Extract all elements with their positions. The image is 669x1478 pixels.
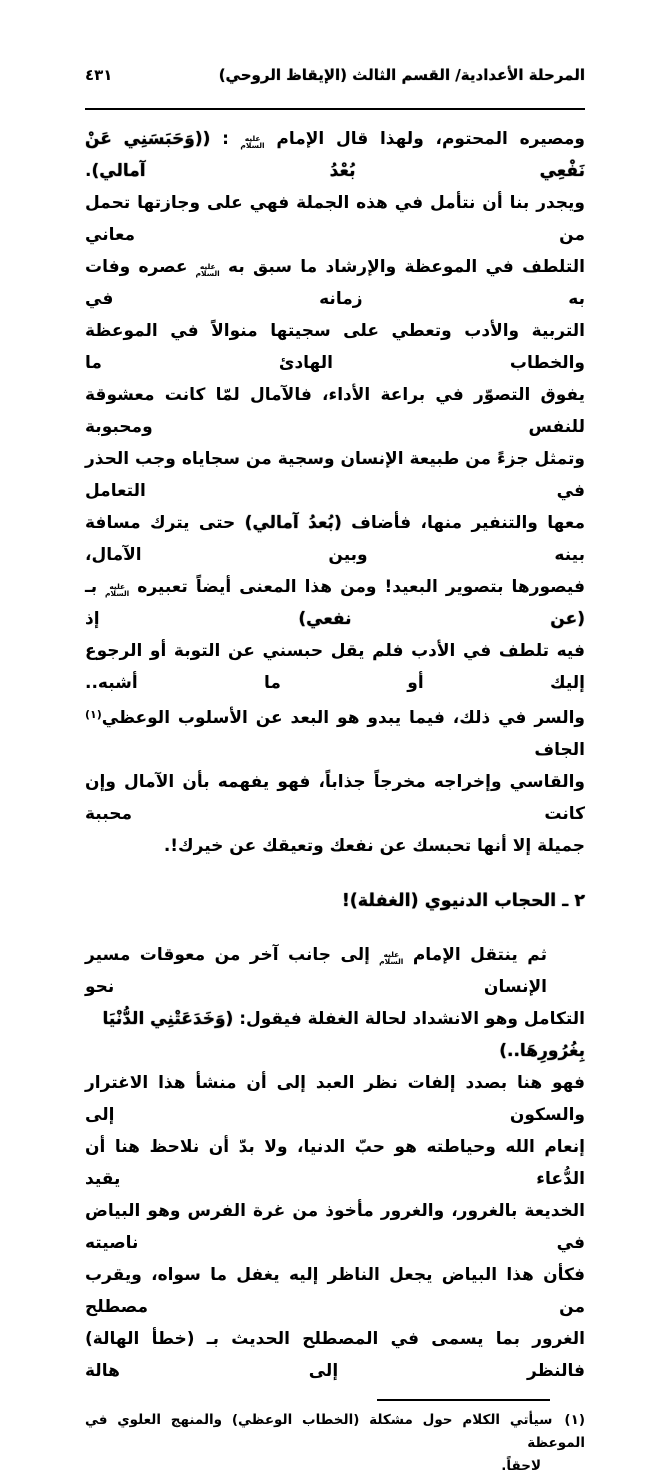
body-text: إذ (85, 609, 299, 629)
body-text: الغرور بما يسمى في المصطلح الحديث بـ (خطأ الهالة) فالنظر إلى هالة (85, 1329, 585, 1381)
body-text: معها والتنفير منها، فأضاف (341, 513, 585, 533)
body-text: وتمثل جزءً من طبيعة الإنسان وسجية من سجاياه وجب الحذر في التعامل (85, 449, 585, 501)
honorific-seal-icon: عليه السلام (379, 950, 404, 966)
body-text: إلى جانب آخر من معوقات مسير الإنسان نحو (85, 945, 547, 997)
text-line (85, 1195, 585, 1259)
footnote-divider-rule (377, 1399, 550, 1401)
quote-text: (بُعدُ آمالي) (244, 513, 342, 533)
page-number: ٤٣١ (85, 66, 113, 84)
body-text: فكأن هذا البياض يجعل الناظر إليه يغفل ما سواه، ويقرب من مصطلح (85, 1265, 585, 1317)
body-text: . (85, 161, 92, 181)
quote-text: (وَخَدَعَتْنِي الدُّنْيَا بِغُرُورِهَا..) (102, 1009, 585, 1061)
honorific-seal-icon: عليه السلام (240, 134, 265, 150)
text-line (85, 766, 585, 830)
honorific-seal-icon: عليه السلام (195, 262, 220, 278)
footnote-text: سيأتي الكلام حول مشكلة (الخطاب الوعظي) والمنهج العلوي في الموعظة (85, 1412, 585, 1451)
text-line (85, 1323, 585, 1387)
body-text: فيه تلطف في الأدب فلم يقل حبسني عن التوبة أو الرجوع إليك أو ما أشبه.. (85, 641, 585, 693)
quote-text: ((وَحَبَسَنِي عَنْ نَفْعِي بُعْدُ آمالي) (85, 129, 585, 181)
body-text: جميلة إلا أنها تحبسك عن نفعك وتعيقك عن خيرك!. (163, 836, 585, 856)
text-line (85, 123, 585, 187)
page-header (85, 66, 585, 84)
chapter-title: المرحلة الأعدادية/ القسم الثالث (الإيقاظ الروحي) (218, 66, 585, 84)
footnote (85, 1409, 585, 1478)
text-line (85, 187, 585, 251)
section-heading: ٢ ـ الحجاب الدنيوي (الغفلة)! (341, 891, 585, 911)
text-line (85, 379, 585, 443)
text-line (85, 939, 585, 1003)
body-text: والسر في ذلك، فيما يبدو هو البعد عن الأسلوب الوعظي (101, 708, 585, 728)
text-line (85, 443, 585, 507)
body-text: فهو هنا بصدد إلفات نظر العبد إلى أن منشأ هذا الاغترار والسكون إلى (85, 1073, 585, 1125)
body-text: والقاسي وإخراجه مخرجاً جذاباً، فهو يفهمه بأن الآمال وإن كانت محببة (85, 772, 585, 824)
body-text: ويجدر بنا أن نتأمل في هذه الجملة فهي على وجازتها تحمل من معاني (85, 193, 585, 245)
body-text: : (210, 129, 241, 149)
text-line (85, 1259, 585, 1323)
text-line (85, 635, 585, 699)
text-line (85, 1131, 585, 1195)
text-line (85, 315, 585, 379)
body-text: ثم ينتقل الإمام (403, 945, 547, 965)
footnote-reference: (١) (85, 708, 102, 721)
body-text: فيصورها بتصوير البعيد! ومن هذا المعنى أيضاً تعبيره (129, 577, 585, 597)
footnote-line (85, 1409, 585, 1455)
body-text: عصره وفات به زمانه في (85, 257, 585, 309)
body-text: ومصيره المحتوم، ولهذا قال الإمام (264, 129, 585, 149)
body-text: يفوق التصوّر في براعة الأداء، فالآمال لمّا كانت معشوقة للنفس ومحبوبة (85, 385, 585, 437)
paragraph-2 (85, 939, 585, 1387)
text-line (85, 830, 585, 862)
body-text: الخديعة بالغرور، والغرور مأخوذ من غرة الفرس وهو البياض في ناصيته (85, 1201, 585, 1253)
text-line (85, 251, 585, 315)
body-text: حتى يترك مسافة بينه وبين الآمال، (85, 513, 585, 565)
body-text: التربية والأدب وتعطي على سجيتها منوالاً في الموعظة والخطاب الهادئ ما (85, 321, 585, 373)
body-text: الجاف (534, 740, 585, 760)
text-line (85, 571, 585, 635)
body-text: التلطف في الموعظة والإرشاد ما سبق به (219, 257, 585, 277)
text-line (85, 1067, 585, 1131)
quote-text: (عن نفعي) (298, 609, 585, 629)
body-text: إنعام الله وحياطته هو حبّ الدنيا، ولا بدّ أن نلاحظ هنا أن الدُّعاء يقيد (85, 1137, 585, 1189)
body-text: التكامل وهو الانشداد لحالة الغفلة فيقول: (233, 1009, 585, 1029)
text-line (85, 507, 585, 571)
paragraph-1 (85, 123, 585, 862)
body-text: بـ (85, 577, 106, 597)
text-line (85, 699, 585, 766)
honorific-seal-icon: عليه السلام (105, 582, 130, 598)
header-divider-rule (85, 108, 585, 110)
footnote-line: لاحقاً. (501, 1458, 541, 1474)
text-line (85, 1003, 585, 1067)
footnote-marker: (١) (564, 1412, 585, 1428)
